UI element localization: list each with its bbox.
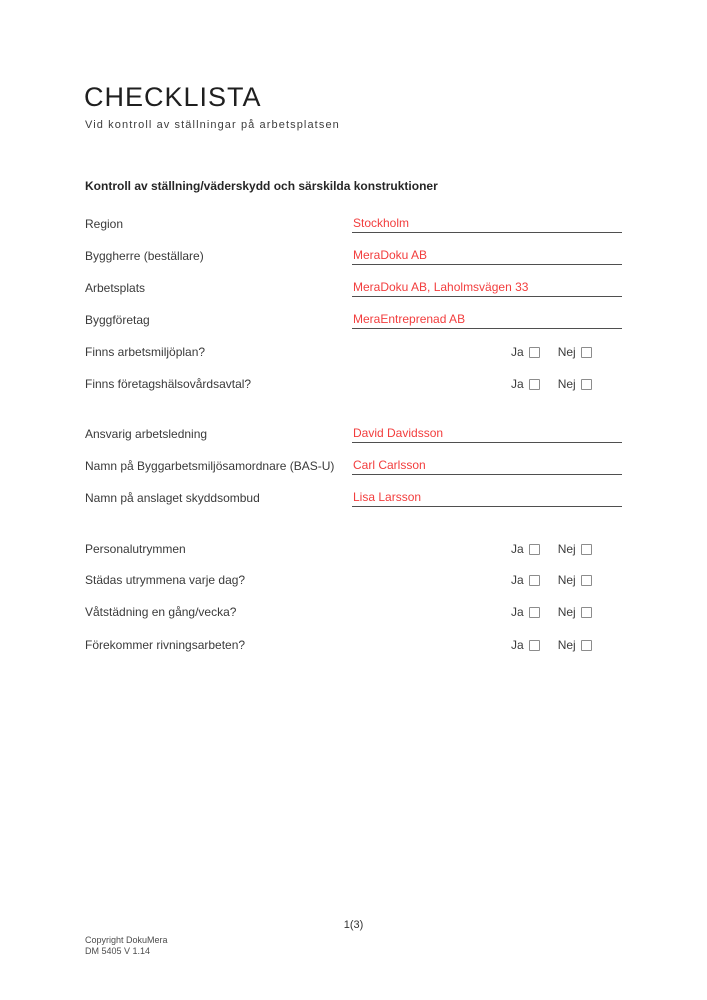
nej-label: Nej: [557, 542, 576, 556]
ja-label: Ja: [511, 605, 524, 619]
document-subtitle: Vid kontroll av ställningar på arbetsplatsen: [85, 119, 340, 131]
byggforetag-value: MeraEntreprenad AB: [353, 312, 466, 326]
page-number: 1(3): [343, 919, 364, 931]
form-row-byggforetag: [85, 313, 622, 333]
nej-checkbox-foretagshalsovardsavtal[interactable]: [581, 379, 592, 390]
arbetsmiljoplan-label: Finns arbetsmiljöplan?: [85, 345, 206, 359]
rivningsarbeten-label: Förekommer rivningsarbeten?: [85, 638, 246, 652]
byggforetag-label: Byggföretag: [85, 313, 150, 327]
skyddsombud-value: Lisa Larsson: [353, 490, 422, 504]
form-row-bas-u: [85, 459, 622, 479]
bas-u-field[interactable]: [352, 457, 622, 475]
form-row-rivningsarbeten: [85, 638, 622, 658]
region-label: Region: [85, 217, 124, 231]
bas-u-value: Carl Carlsson: [353, 458, 426, 472]
form-row-foretagshalsovardsavtal: [85, 377, 622, 397]
nej-label: Nej: [557, 377, 576, 391]
footer-copyright: Copyright DokuMera: [85, 935, 168, 945]
nej-checkbox-personalutrymmen[interactable]: [581, 544, 592, 555]
foretagshalsovardsavtal-yesno-group: [511, 376, 592, 392]
form-row-arbetsmiljoplan: [85, 345, 622, 365]
document-footer: [85, 935, 168, 957]
ja-label: Ja: [511, 345, 524, 359]
form-row-region: [85, 217, 622, 237]
arbetsmiljoplan-yesno-group: [511, 344, 592, 360]
bas-u-label: Namn på Byggarbetsmiljösamordnare (BAS-U): [85, 459, 335, 473]
nej-checkbox-vatstadning[interactable]: [581, 607, 592, 618]
ja-checkbox-personalutrymmen[interactable]: [529, 544, 540, 555]
form-row-byggherre: [85, 249, 622, 269]
nej-checkbox-arbetsmiljoplan[interactable]: [581, 347, 592, 358]
byggherre-field[interactable]: [352, 247, 622, 265]
arbetsplats-value: MeraDoku AB, Laholmsvägen 33: [353, 280, 529, 294]
byggherre-label: Byggherre (beställare): [85, 249, 204, 263]
form-row-stadas-utrymmena: [85, 573, 622, 593]
stadas-utrymmena-label: Städas utrymmena varje dag?: [85, 573, 246, 587]
nej-label: Nej: [557, 345, 576, 359]
skyddsombud-field[interactable]: [352, 489, 622, 507]
region-field[interactable]: [352, 215, 622, 233]
region-value: Stockholm: [353, 216, 410, 230]
stadas-utrymmena-yesno-group: [511, 572, 592, 588]
ja-label: Ja: [511, 377, 524, 391]
ansvarig-arbetsledning-field[interactable]: [352, 425, 622, 443]
nej-checkbox-stadas-utrymmena[interactable]: [581, 575, 592, 586]
nej-label: Nej: [557, 573, 576, 587]
arbetsplats-label: Arbetsplats: [85, 281, 146, 295]
rivningsarbeten-yesno-group: [511, 637, 592, 653]
nej-label: Nej: [557, 638, 576, 652]
ansvarig-arbetsledning-label: Ansvarig arbetsledning: [85, 427, 208, 441]
ja-label: Ja: [511, 638, 524, 652]
form-row-skyddsombud: [85, 491, 622, 511]
nej-checkbox-rivningsarbeten[interactable]: [581, 640, 592, 651]
ja-checkbox-foretagshalsovardsavtal[interactable]: [529, 379, 540, 390]
form-row-vatstadning: [85, 605, 622, 625]
skyddsombud-label: Namn på anslaget skyddsombud: [85, 491, 260, 505]
vatstadning-yesno-group: [511, 604, 592, 620]
form-row-arbetsplats: [85, 281, 622, 301]
form-row-ansvarig-arbetsledning: [85, 427, 622, 447]
nej-label: Nej: [557, 605, 576, 619]
vatstadning-label: Våtstädning en gång/vecka?: [85, 605, 237, 619]
ja-label: Ja: [511, 573, 524, 587]
ja-checkbox-vatstadning[interactable]: [529, 607, 540, 618]
document-title: CHECKLISTA: [84, 82, 262, 112]
arbetsplats-field[interactable]: [352, 279, 622, 297]
form-row-personalutrymmen: [85, 542, 622, 562]
personalutrymmen-label: Personalutrymmen: [85, 542, 186, 556]
ja-checkbox-arbetsmiljoplan[interactable]: [529, 347, 540, 358]
ja-label: Ja: [511, 542, 524, 556]
byggherre-value: MeraDoku AB: [353, 248, 428, 262]
foretagshalsovardsavtal-label: Finns företagshälsovårdsavtal?: [85, 377, 252, 391]
ansvarig-arbetsledning-value: David Davidsson: [353, 426, 444, 440]
section-heading: Kontroll av ställning/väderskydd och särskilda konstruktioner: [85, 179, 438, 193]
ja-checkbox-stadas-utrymmena[interactable]: [529, 575, 540, 586]
footer-doc-id: DM 5405 V 1.14: [85, 946, 151, 956]
byggforetag-field[interactable]: [352, 311, 622, 329]
ja-checkbox-rivningsarbeten[interactable]: [529, 640, 540, 651]
personalutrymmen-yesno-group: [511, 541, 592, 557]
